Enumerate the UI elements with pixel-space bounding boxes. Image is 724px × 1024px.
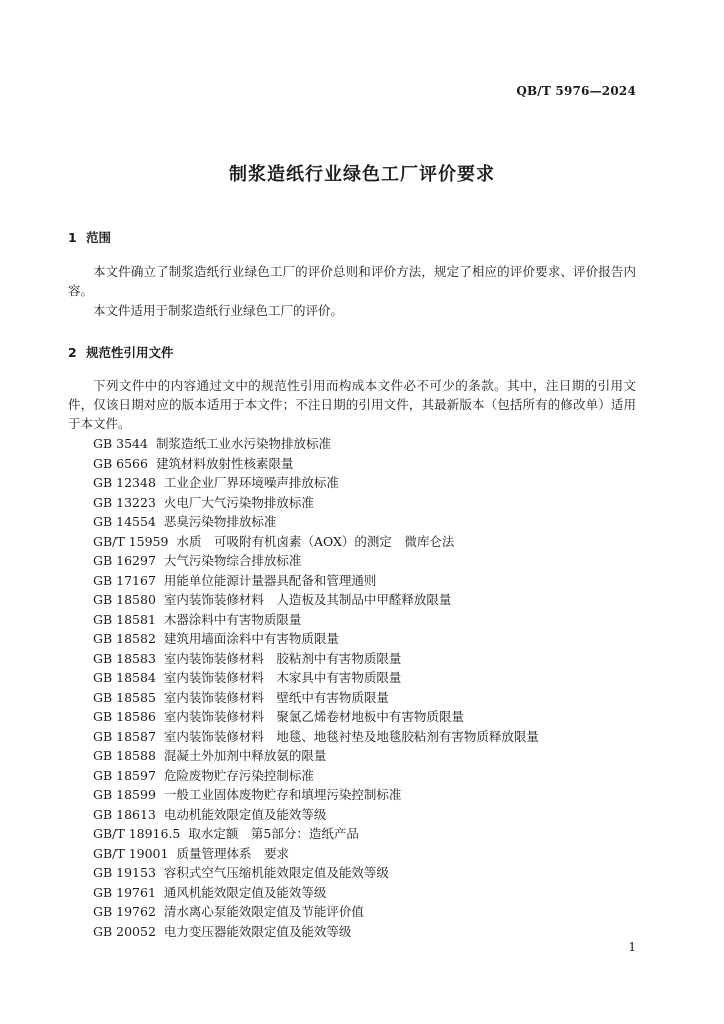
reference-item: [93, 902, 539, 922]
reference-item: [93, 590, 539, 610]
reference-item: [93, 688, 539, 708]
reference-item: [93, 863, 539, 883]
reference-item: [93, 649, 539, 669]
reference-title: 火电厂大气污染物排放标准: [163, 494, 314, 510]
reference-title: 室内装饰装修材料 木家具中有害物质限量: [163, 670, 402, 685]
reference-code: GB 18587: [93, 728, 156, 744]
reference-title: 通风机能效限定值及能效等级: [163, 884, 327, 900]
standard-code: QB/T 5976—2024: [516, 84, 636, 98]
reference-item: [93, 824, 539, 844]
reference-title: 一般工业固体废物贮存和填埋污染控制标准: [163, 787, 402, 802]
reference-title: 恶臭污染物排放标准: [163, 514, 277, 529]
reference-code: GB 6566: [93, 455, 148, 471]
reference-title: 质量管理体系 要求: [176, 845, 289, 861]
reference-title: 工业企业厂界环境噪声排放标准: [163, 475, 339, 490]
reference-code: GB 18586: [93, 709, 156, 724]
reference-code: GB 18597: [93, 767, 156, 783]
references-intro-paragraph: 下列文件中的内容通过文中的规范性引用而构成本文件必不可少的条款。其中，注日期的引用文件，仅该日期对应的版本适用于本文件；不注日期的引用文件，其最新版本（包括所有的修改单）适用于本文件。: [68, 378, 636, 431]
reference-code: GB 13223: [93, 494, 156, 510]
reference-item: [93, 551, 539, 571]
reference-title: 大气污染物综合排放标准: [163, 553, 302, 568]
reference-code: GB/T 19001: [93, 845, 169, 861]
section-1-title: 范围: [86, 230, 112, 245]
section-2-title: 规范性引用文件: [86, 345, 174, 360]
page-number: 1: [628, 940, 636, 954]
reference-item: [93, 610, 539, 630]
reference-code: GB 18613: [93, 806, 156, 822]
reference-item: [93, 493, 539, 513]
reference-title: 混凝土外加剂中释放氨的限量: [163, 748, 327, 763]
reference-code: GB 19762: [93, 904, 156, 919]
section-1-heading: [68, 228, 111, 246]
reference-code: GB 18588: [93, 748, 156, 763]
reference-code: GB 18582: [93, 631, 156, 646]
reference-item: [93, 454, 539, 474]
reference-code: GB 19761: [93, 884, 156, 900]
reference-code: GB/T 18916.5: [93, 826, 181, 841]
reference-item: [93, 883, 539, 903]
reference-code: GB/T 15959: [93, 533, 169, 549]
reference-code: GB 16297: [93, 553, 156, 568]
scope-paragraph-2: 本文件适用于制浆造纸行业绿色工厂的评价。: [93, 303, 344, 318]
reference-code: GB 3544: [93, 436, 148, 451]
section-1-number: 1: [68, 230, 77, 245]
reference-title: 用能单位能源计量器具配备和管理通则: [163, 572, 377, 588]
reference-code: GB 14554: [93, 514, 156, 529]
section-2-number: 2: [68, 345, 77, 360]
reference-title: 室内装饰装修材料 地毯、地毯衬垫及地毯胶粘剂有害物质释放限量: [163, 728, 539, 744]
reference-code: GB 18583: [93, 650, 156, 666]
reference-item: [93, 473, 539, 493]
reference-item: [93, 922, 539, 942]
reference-item: [93, 805, 539, 825]
reference-title: 室内装饰装修材料 胶粘剂中有害物质限量: [163, 650, 402, 666]
document-title: 制浆造纸行业绿色工厂评价要求: [229, 164, 495, 185]
reference-item: [93, 512, 539, 532]
reference-code: GB 19153: [93, 865, 156, 880]
reference-item: [93, 629, 539, 649]
reference-item: [93, 844, 539, 864]
reference-title: 室内装饰装修材料 壁纸中有害物质限量: [163, 689, 389, 705]
reference-code: GB 12348: [93, 475, 156, 490]
section-2-heading: [68, 343, 174, 361]
reference-title: 建筑材料放射性核素限量: [155, 455, 294, 471]
reference-item: [93, 532, 539, 552]
reference-title: 室内装饰装修材料 聚氯乙烯卷材地板中有害物质限量: [163, 709, 464, 724]
reference-title: 电力变压器能效限定值及能效等级: [163, 923, 352, 939]
reference-item: [93, 571, 539, 591]
reference-title: 水质 可吸附有机卤素（AOX）的测定 微库仑法: [176, 533, 455, 549]
reference-title: 取水定额 第5部分：造纸产品: [188, 826, 359, 841]
reference-title: 容积式空气压缩机能效限定值及能效等级: [163, 865, 389, 880]
reference-title: 危险废物贮存污染控制标准: [163, 767, 314, 783]
reference-code: GB 18599: [93, 787, 156, 802]
reference-title: 室内装饰装修材料 人造板及其制品中甲醛释放限量: [163, 592, 452, 607]
reference-code: GB 20052: [93, 923, 156, 939]
reference-item: [93, 668, 539, 688]
reference-item: [93, 746, 539, 766]
normative-reference-list: [93, 434, 539, 941]
reference-title: 电动机能效限定值及能效等级: [163, 806, 327, 822]
reference-item: [93, 434, 539, 454]
reference-code: GB 18584: [93, 670, 156, 685]
scope-paragraph-1: 本文件确立了制浆造纸行业绿色工厂的评价总则和评价方法，规定了相应的评价要求、评价报告内容。: [68, 264, 636, 298]
reference-item: [93, 785, 539, 805]
reference-code: GB 18580: [93, 592, 156, 607]
reference-item: [93, 727, 539, 747]
reference-code: GB 18581: [93, 611, 156, 627]
reference-item: [93, 766, 539, 786]
reference-code: GB 17167: [93, 572, 156, 588]
reference-title: 木器涂料中有害物质限量: [163, 611, 302, 627]
reference-title: 制浆造纸工业水污染物排放标准: [155, 436, 331, 451]
reference-item: [93, 707, 539, 727]
reference-code: GB 18585: [93, 689, 156, 705]
reference-title: 建筑用墙面涂料中有害物质限量: [163, 631, 339, 646]
reference-title: 清水离心泵能效限定值及节能评价值: [163, 904, 364, 919]
